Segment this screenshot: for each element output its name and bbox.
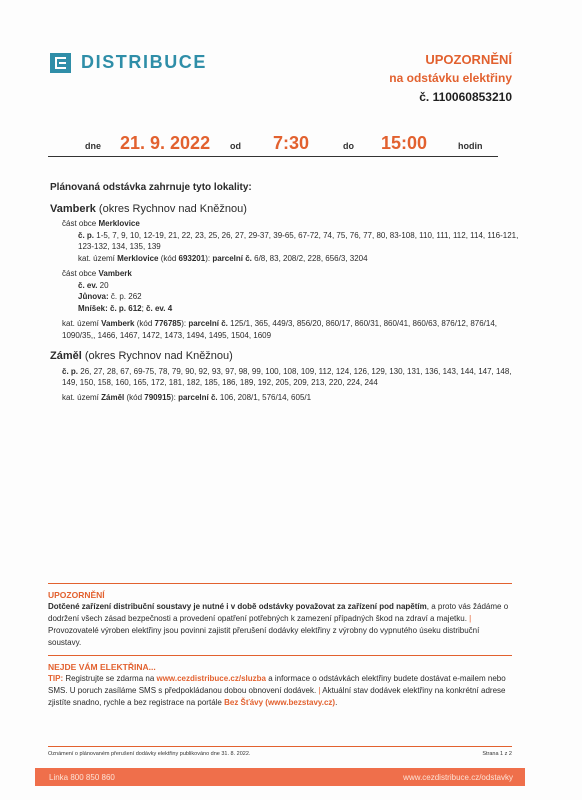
kat-code: 693201	[178, 253, 206, 263]
locations	[50, 182, 528, 403]
parcel-values: 6/8, 83, 208/2, 228, 656/3, 3204	[251, 253, 368, 263]
notice-subtitle: na odstávku elektřiny	[389, 71, 512, 85]
cp-list-merklovice	[50, 230, 528, 253]
kat-label: kat. území	[62, 392, 102, 402]
part-label: část obce	[62, 269, 99, 278]
code-label: (kód	[134, 319, 155, 328]
time-to: 15:00	[381, 133, 428, 153]
code-close: ):	[170, 392, 179, 402]
parcel-label: parcelní č.	[178, 392, 218, 402]
parcel-label: parcelní č.	[188, 319, 228, 328]
footnote	[48, 746, 512, 757]
page-number: Strana 1 z 2	[482, 751, 512, 757]
cp-values: 1-5, 7, 9, 10, 12-19, 21, 22, 23, 25, 26, 27, 29-37, 39-65, 67-72, 74, 75, 76, 77, 80, 83-108, 110, 111, 112, 114, 116-121, 123-132, 134, 135, 139	[78, 230, 519, 251]
warning-bold: Dotčené zařízení distribuční soustavy je nutné i v době odstávky považovat za zařízení pod napětím	[48, 602, 427, 611]
outage-date: 21. 9. 2022	[120, 133, 211, 153]
part-vamberk	[50, 268, 528, 280]
street-ev: č. ev. 4	[146, 303, 173, 313]
registration-link[interactable]: www.cezdistribuce.cz/sluzba	[156, 674, 266, 683]
hodin-label: hodin	[458, 141, 483, 151]
hotline-text: Linka 800 850 860	[49, 773, 115, 782]
code-label: (kód	[124, 392, 145, 402]
cp-label: č. p.	[62, 366, 79, 376]
nejde-body: Registrujte se zdarma na	[63, 674, 157, 683]
cp-list-zamel	[50, 366, 528, 389]
kat-name: Merklovice	[117, 253, 159, 263]
street-cp: č. p. 612	[110, 303, 142, 313]
town-name: Vamberk	[50, 202, 96, 215]
street-name: Jůnova:	[78, 292, 111, 301]
pipe-separator: |	[469, 614, 472, 623]
outage-dateline	[48, 126, 498, 157]
parcel-values: 106, 208/1, 576/14, 605/1	[217, 392, 312, 402]
locations-heading: Plánovaná odstávka zahrnuje tyto lokality:	[50, 182, 252, 193]
street-junova	[50, 291, 528, 303]
logo-text: DISTRIBUCE	[81, 52, 208, 72]
town-district: (okres Rychnov nad Kněžnou)	[95, 202, 247, 215]
kat-label: kat. území	[78, 253, 118, 263]
code-label: (kód	[158, 253, 179, 263]
warning-title: UPOZORNĚNÍ	[48, 590, 105, 600]
notice-number: č. 110060853210	[419, 90, 512, 104]
part-name: Merklovice	[98, 219, 140, 228]
street-mnisek	[50, 303, 528, 315]
kat-name: Vamberk	[101, 319, 135, 328]
part-label: část obce	[62, 219, 99, 228]
tip-label: TIP:	[48, 674, 64, 683]
street-name: Mníšek:	[78, 303, 111, 313]
footer-bar	[35, 768, 525, 786]
nejde-text	[48, 673, 512, 709]
notice-title: UPOZORNĚNÍ	[425, 52, 512, 67]
company-logo	[50, 52, 207, 73]
part-name: Vamberk	[98, 269, 132, 278]
ev-value: 20	[97, 280, 109, 290]
do-label: do	[343, 141, 354, 151]
kat-vamberk	[50, 318, 528, 341]
notice-header	[389, 50, 512, 107]
nejde-end: .	[335, 698, 338, 707]
ev-vamberk	[50, 280, 528, 292]
code-close: ):	[181, 319, 189, 328]
info-section	[48, 583, 512, 709]
kat-code: 776785	[154, 319, 182, 328]
street-value: č. p. 262	[110, 292, 142, 301]
bezstavy-link[interactable]: Bez Šťávy (www.bezstavy.cz)	[224, 698, 336, 707]
cp-label: č. p.	[78, 230, 95, 240]
kat-zamel	[50, 392, 528, 404]
nejde-body-2: a informace o odstávkách elektřiny budete dostávat e-mailem nebo SMS. U poruch zasíláme SMS s předpokládanou dobou obnovení dodávek.	[48, 674, 506, 695]
town-zamel	[50, 351, 528, 363]
warning-body: , a proto vás žádáme o dodržení všech zásad bezpečnosti a provedení opatření potřebných k zamezení případných škod na zdraví a majetku.	[48, 602, 509, 623]
kat-name: Záměl	[101, 392, 125, 402]
parcel-values: 125/1, 365, 449/3, 856/20, 860/17, 860/31, 860/41, 860/63, 876/12, 876/14, 1090/35,, 1466, 1467, 1472, 1473, 1494, 1495, 1504, 1609	[62, 319, 498, 340]
code-close: ):	[205, 253, 213, 263]
od-label: od	[230, 141, 241, 151]
part-merklovice	[50, 218, 528, 230]
nejde-title: NEJDE VÁM ELEKTŘINA...	[48, 662, 156, 672]
separator: ;	[141, 303, 147, 313]
warning-text	[48, 601, 512, 649]
town-district: (okres Rychnov nad Kněžnou)	[81, 350, 233, 362]
footer-website-link[interactable]: www.cezdistribuce.cz/odstavky	[403, 773, 513, 782]
town-name: Záměl	[50, 350, 82, 362]
kat-code: 790915	[144, 392, 171, 402]
town-vamberk	[50, 204, 528, 216]
kat-merklovice	[50, 253, 528, 265]
parcel-label: parcelní č.	[212, 253, 252, 263]
pipe-separator: |	[318, 686, 321, 695]
publication-note: Oznámení o plánovaném přerušení dodávky elektřiny publikováno dne 31. 8. 2022.	[48, 751, 251, 757]
time-from: 7:30	[273, 133, 310, 153]
cp-values: 26, 27, 28, 67, 69-75, 78, 79, 90, 92, 93, 97, 98, 99, 100, 108, 109, 112, 124, 126, 129, 130, 131, 136, 143, 144, 147, 148, 149, 150, 158, 160, 165, 172, 181, 182, 185, 186, 189, 192, 205, 209, 213, 220, 224, 244	[62, 366, 512, 387]
logo-icon	[50, 53, 71, 73]
kat-label: kat. území	[62, 319, 102, 328]
dne-label: dne	[85, 141, 102, 151]
ev-label: č. ev.	[78, 280, 98, 290]
warning-body-2: Provozovatelé výroben elektřiny jsou povinni zajistit přerušení dodávky elektřiny z výrobny do vypnutého úseku distribuční soustavy.	[48, 626, 480, 647]
nejde-body-3: Aktuální stav dodávek elektřiny na konkrétní adrese zjistíte snadno, rychle a bez registrace na portále	[48, 686, 506, 707]
